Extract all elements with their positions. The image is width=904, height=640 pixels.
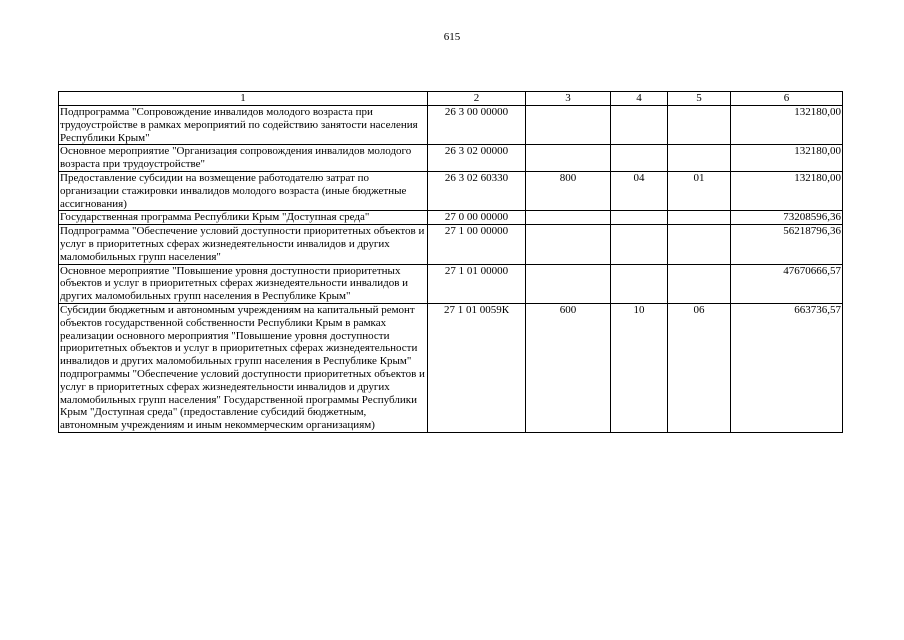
row-amount: 663736,57	[731, 303, 843, 432]
table-row	[59, 303, 843, 432]
row-col3: 800	[526, 171, 611, 210]
row-col4: 10	[611, 303, 668, 432]
row-col3	[526, 106, 611, 145]
row-name: Подпрограмма "Сопровождение инвалидов молодого возраста при трудоустройстве в рамках мероприятий по содействию занятости населения Республики Крым"	[59, 106, 428, 145]
table-row	[59, 264, 843, 303]
table-row	[59, 145, 843, 172]
column-header: 4	[611, 92, 668, 106]
row-col4: 04	[611, 171, 668, 210]
row-col3: 600	[526, 303, 611, 432]
row-col5	[668, 264, 731, 303]
row-name: Основное мероприятие "Организация сопровождения инвалидов молодого возраста при трудоустройстве"	[59, 145, 428, 172]
table-row	[59, 211, 843, 225]
row-amount: 132180,00	[731, 106, 843, 145]
row-name: Государственная программа Республики Крым "Доступная среда"	[59, 211, 428, 225]
row-name: Подпрограмма "Обеспечение условий доступности приоритетных объектов и услуг в приоритетных сферах жизнедеятельности инвалидов и других маломобильных групп населения"	[59, 225, 428, 264]
row-code: 27 1 01 00000	[428, 264, 526, 303]
row-col4	[611, 264, 668, 303]
row-code: 26 3 02 60330	[428, 171, 526, 210]
table-header-row	[59, 92, 843, 106]
column-header: 3	[526, 92, 611, 106]
row-name: Основное мероприятие "Повышение уровня доступности приоритетных объектов и услуг в приоритетных сферах жизнедеятельности инвалидов и других маломобильных групп населения в Республике Крым"	[59, 264, 428, 303]
page-number: 615	[443, 31, 461, 43]
row-col5: 01	[668, 171, 731, 210]
row-amount: 132180,00	[731, 145, 843, 172]
row-amount: 47670666,57	[731, 264, 843, 303]
row-name: Предоставление субсидии на возмещение работодателю затрат по организации стажировки инвалидов молодого возраста (иные бюджетные ассигнования)	[59, 171, 428, 210]
row-col3	[526, 225, 611, 264]
row-col3	[526, 211, 611, 225]
table-row	[59, 171, 843, 210]
row-col5: 06	[668, 303, 731, 432]
row-code: 27 1 01 0059К	[428, 303, 526, 432]
column-header: 1	[59, 92, 428, 106]
row-code: 27 0 00 00000	[428, 211, 526, 225]
row-col5	[668, 225, 731, 264]
row-amount: 132180,00	[731, 171, 843, 210]
column-header: 5	[668, 92, 731, 106]
row-col4	[611, 211, 668, 225]
row-col5	[668, 145, 731, 172]
row-code: 26 3 02 00000	[428, 145, 526, 172]
table-row	[59, 225, 843, 264]
row-code: 27 1 00 00000	[428, 225, 526, 264]
row-col5	[668, 106, 731, 145]
row-col4	[611, 225, 668, 264]
column-header: 6	[731, 92, 843, 106]
row-amount: 73208596,36	[731, 211, 843, 225]
row-col3	[526, 145, 611, 172]
row-col4	[611, 106, 668, 145]
row-name: Субсидии бюджетным и автономным учреждениям на капитальный ремонт объектов государственной собственности Республики Крым в рамках реализации основного мероприятия "Повышение уровня доступности приоритетных объектов и услуг в приоритетных сферах жизнедеятельности инвалидов и других маломобильных групп населения в Республике Крым" подпрограммы "Обеспечение условий доступности приоритетных объектов и услуг в приоритетных сферах жизнедеятельности инвалидов и других маломобильных групп населения" Государственной программы Республики Крым "Доступная среда" (предоставление субсидий бюджетным, автономным учреждениям и иным некоммерческим организациям)	[59, 303, 428, 432]
row-code: 26 3 00 00000	[428, 106, 526, 145]
table-row	[59, 106, 843, 145]
row-amount: 56218796,36	[731, 225, 843, 264]
row-col4	[611, 145, 668, 172]
column-header: 2	[428, 92, 526, 106]
row-col5	[668, 211, 731, 225]
row-col3	[526, 264, 611, 303]
budget-table	[58, 91, 843, 433]
